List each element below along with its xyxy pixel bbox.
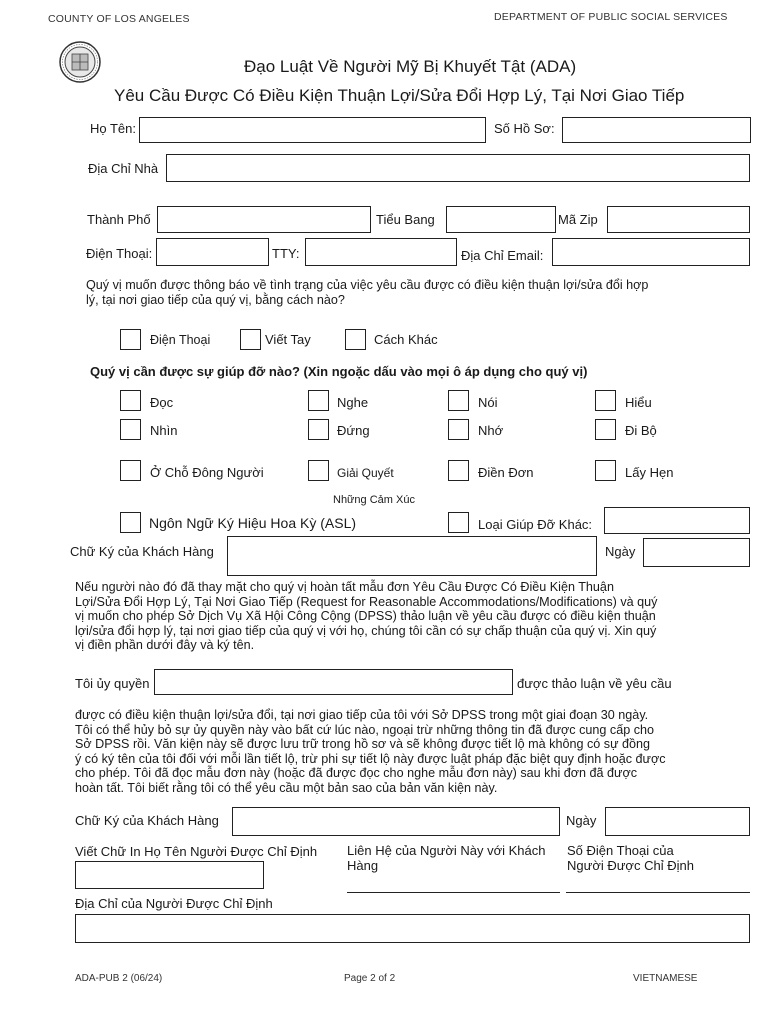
help-other-field[interactable] [604,507,750,534]
help-speak-label: Nói [478,395,498,410]
zip-field[interactable] [607,206,750,233]
authorization-text: được có điều kiện thuận lợi/sửa đổi, tại nơi giao tiếp của tôi với Sở DPSS trong một giai đoạn 30 ngày. Tôi có thể hủy bỏ sự ủy quyền này vào bất cứ lúc nào, ngoại trừ những thông tin đã được cung cấp cho Sở DPSS rồi. Văn kiện này sẽ được lưu trữ trong hồ sơ và sẽ không được tiết lộ mà không có sự đồng ý có ký tên của tôi đối với mỗi lần tiết lộ, trừ phi sự tiết lộ này được luật pháp đặc biệt quy định hoặc được cho phép. Tôi đã đọc mẫu đơn này (hoặc đã được đọc cho nghe mẫu đơn này) sau khi đơn đã được hoàn tất. Tôi biết rằng tôi có thể yêu cầu một bản sao của bản văn kiện này. [75,708,666,795]
help-speak-checkbox[interactable] [448,390,469,411]
help-appointments-checkbox[interactable] [595,460,616,481]
help-stand-checkbox[interactable] [308,419,329,440]
authorization-intro: Nếu người nào đó đã thay mặt cho quý vị hoàn tất mẫu đơn Yêu Cầu Được Có Điều Kiện Thuận Lợi/Sửa Đổi Hợp Lý, Tại Nơi Giao Tiếp (Request for Reasonable Accommodations/Modifications) và quý vị muốn cho phép Sở Dịch Vụ Xã Hội Công Cộng (DPSS) thảo luận về yêu cầu được có điều kiện thuận lợi/sửa đổi hợp lý, tại nơi giao tiếp của quý vị với họ, chúng tôi cần có sự chấp thuận của quý vị. Xin quý vị điền phần dưới đây và ký tên. [75,580,658,653]
help-hear-label: Nghe [337,395,369,410]
authorize-label: Tôi ủy quyền [75,676,150,691]
zip-label: Mã Zip [558,212,598,227]
help-see-label: Nhìn [150,423,178,438]
designee-phone-field[interactable] [566,873,750,893]
tty-label: TTY: [272,246,300,261]
help-question: Quý vị cần được sự giúp đỡ nào? (Xin ngoặc dấu vào mọi ô áp dụng cho quý vị) [90,364,588,379]
notify-phone-label: Điện Thoại [150,333,211,347]
help-other-checkbox[interactable] [448,512,469,533]
form-subtitle: Yêu Cầu Được Có Điều Kiện Thuận Lợi/Sửa Đổi Hợp Lý, Tại Nơi Giao Tiếp [114,86,685,105]
city-label: Thành Phố [87,212,151,227]
help-crowd-label: Ở Chỗ Đông Người [150,465,264,480]
form-title: Đạo Luật Về Người Mỹ Bị Khuyết Tật (ADA) [244,57,577,76]
help-appointments-label: Lấy Hẹn [625,465,674,480]
help-walk-label: Đi Bộ [625,423,657,438]
case-number-field[interactable] [562,117,751,143]
page-number: Page 2 of 2 [344,973,396,984]
designee-phone-label: Số Điện Thoại của Người Được Chỉ Định [567,843,694,873]
designee-address-label: Địa Chỉ của Người Được Chỉ Định [75,896,273,911]
signature-label-2: Chữ Ký của Khách Hàng [75,813,219,828]
county-name: COUNTY OF LOS ANGELES [48,13,190,25]
help-forms-label: Điền Đơn [478,465,534,480]
form-id: ADA-PUB 2 (06/24) [75,973,163,984]
help-emotions-checkbox[interactable] [308,460,329,481]
phone-label: Điện Thoại: [86,246,153,261]
state-label: Tiểu Bang [376,212,435,227]
state-field[interactable] [446,206,556,233]
notify-other-checkbox[interactable] [345,329,366,350]
case-number-label: Số Hồ Sơ: [494,121,555,136]
authorized-person-field[interactable] [154,669,513,695]
authorize-suffix: được thảo luận về yêu cầu [517,676,672,691]
help-hear-checkbox[interactable] [308,390,329,411]
help-asl-checkbox[interactable] [120,512,141,533]
date-field-2[interactable] [605,807,750,836]
language-label: VIETNAMESE [633,973,698,984]
notify-question: Quý vị muốn được thông báo về tình trạng của việc yêu cầu được có điều kiện thuận lợi/sửa đổi hợp lý, tại nơi giao tiếp của quý vị, bằng cách nào? [86,278,649,307]
help-read-checkbox[interactable] [120,390,141,411]
client-signature-box[interactable] [227,536,597,576]
city-field[interactable] [157,206,371,233]
designee-relationship-field[interactable] [347,873,560,893]
help-understand-checkbox[interactable] [595,390,616,411]
help-crowd-checkbox[interactable] [120,460,141,481]
client-signature-box-2[interactable] [232,807,560,836]
designee-name-field[interactable] [75,861,264,889]
date-label-2: Ngày [566,813,597,828]
client-signature-label: Chữ Ký của Khách Hàng [70,544,214,559]
address-field[interactable] [166,154,750,182]
help-read-label: Đọc [150,395,174,410]
phone-field[interactable] [156,238,269,266]
email-label: Địa Chỉ Email: [461,248,544,263]
county-seal-icon [59,41,101,83]
notify-phone-checkbox[interactable] [120,329,141,350]
designee-relationship-label: Liên Hệ của Người Này với Khách Hàng [347,843,546,873]
notify-handwrite-label: Viết Tay [265,332,311,347]
help-forms-checkbox[interactable] [448,460,469,481]
notify-other-label: Cách Khác [374,332,438,347]
help-remember-checkbox[interactable] [448,419,469,440]
help-other-label: Loại Giúp Đỡ Khác: [478,517,593,532]
notify-handwrite-checkbox[interactable] [240,329,261,350]
email-field[interactable] [552,238,750,266]
department-name: DEPARTMENT OF PUBLIC SOCIAL SERVICES [494,11,728,23]
name-field[interactable] [139,117,486,143]
client-date-label: Ngày [605,544,636,559]
help-understand-label: Hiểu [625,395,652,410]
help-see-checkbox[interactable] [120,419,141,440]
help-remember-label: Nhớ [478,423,504,438]
client-date-field[interactable] [643,538,750,567]
address-label: Địa Chỉ Nhà [88,161,159,176]
help-emotions-label: Giải Quyết [337,466,394,480]
help-emotions-label-line2: Những Cảm Xúc [333,494,415,506]
help-stand-label: Đứng [337,423,370,438]
help-walk-checkbox[interactable] [595,419,616,440]
tty-field[interactable] [305,238,457,266]
name-label: Họ Tên: [90,121,137,136]
designee-address-field[interactable] [75,914,750,943]
help-asl-label: Ngôn Ngữ Ký Hiệu Hoa Kỳ (ASL) [149,515,357,531]
designee-name-label: Viết Chữ In Họ Tên Người Được Chỉ Định [75,844,318,859]
